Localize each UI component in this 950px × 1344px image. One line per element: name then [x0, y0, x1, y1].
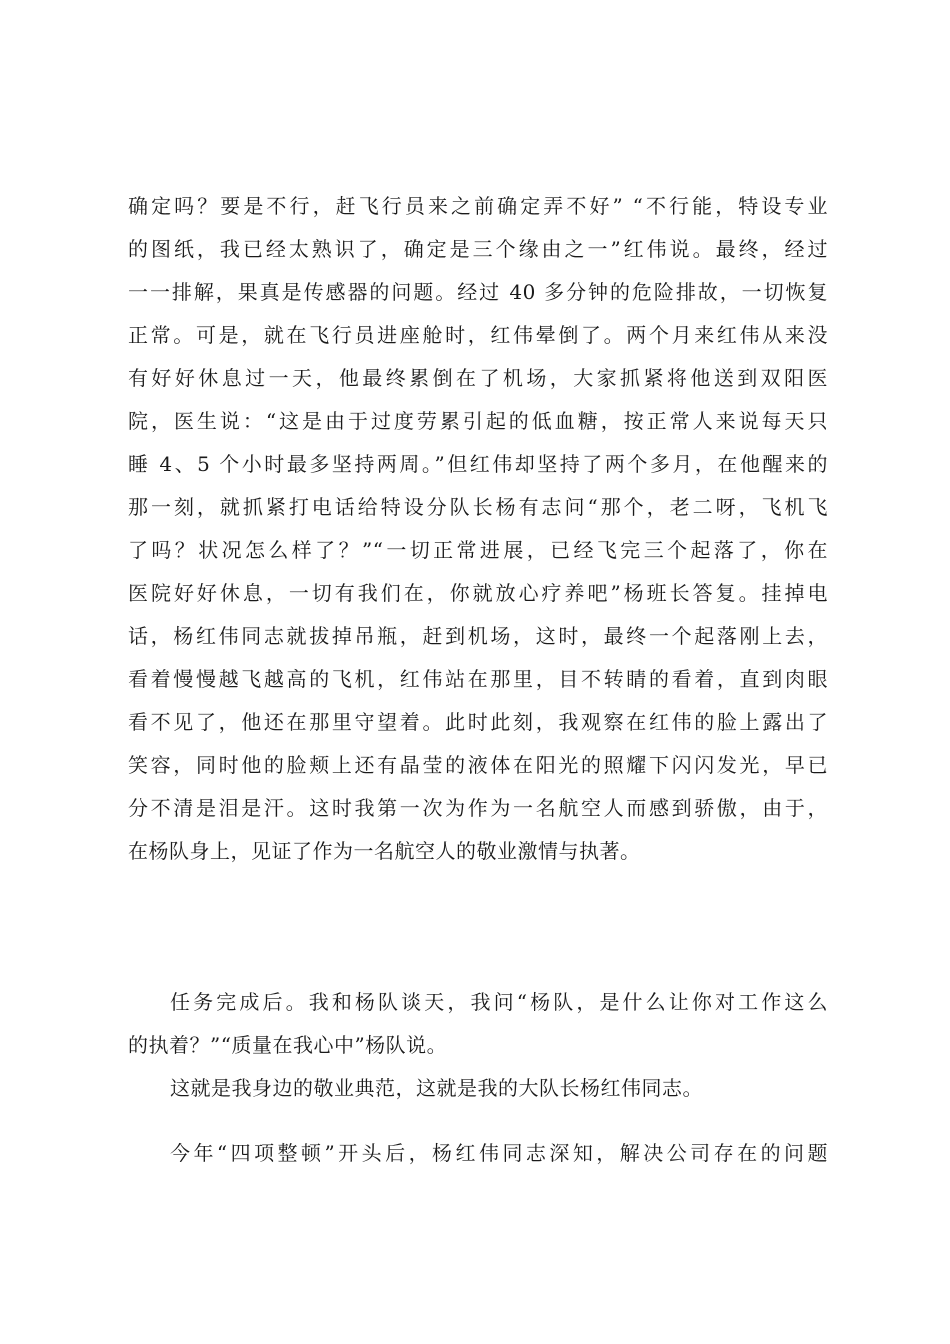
- text-line: 那一刻，就抓紧打电话给特设分队长杨有志问“那个，老二呀，飞机飞: [128, 495, 828, 519]
- text-line: 的图纸，我已经太熟识了，确定是三个缘由之一”红伟说。最终，经过: [128, 237, 828, 261]
- paragraph-1: [128, 185, 828, 873]
- text-line: 医院好好休息，一切有我们在，你就放心疗养吧”杨班长答复。挂掉电: [128, 581, 828, 605]
- paragraph-3: [128, 1067, 828, 1110]
- text-line: 今年“四项整顿”开头后，杨红伟同志深知，解决公司存在的问题: [170, 1141, 828, 1165]
- text-line: 有好好休息过一天，他最终累倒在了机场，大家抓紧将他送到双阳医: [128, 366, 828, 390]
- paragraph-4: [128, 1132, 828, 1175]
- text-line: 一一排解，果真是传感器的问题。经过 40 多分钟的危险排故，一切恢复: [128, 280, 828, 304]
- text-line: 正常。可是，就在飞行员进座舱时，红伟晕倒了。两个月来红伟从来没: [128, 323, 828, 347]
- text-line: 这就是我身边的敬业典范，这就是我的大队长杨红伟同志。: [170, 1076, 703, 1100]
- text-line: 看不见了，他还在那里守望着。此时此刻，我观察在红伟的脸上露出了: [128, 710, 828, 734]
- text-line: 睡 4、5 个小时最多坚持两周。”但红伟却坚持了两个多月，在他醒来的: [128, 452, 828, 476]
- text-line: 了吗？状况怎么样了？”“一切正常进展，已经飞完三个起落了，你在: [128, 538, 828, 562]
- text-line: 在杨队身上，见证了作为一名航空人的敬业激情与执著。: [128, 839, 641, 863]
- text-line: 笑容，同时他的脸颊上还有晶莹的液体在阳光的照耀下闪闪发光，早已: [128, 753, 828, 777]
- paragraph-2: [128, 981, 828, 1067]
- text-line: 确定吗？要是不行，赶飞行员来之前确定弄不好” “不行能，特设专业: [128, 194, 828, 218]
- text-line: 任务完成后。我和杨队谈天，我问“杨队，是什么让你对工作这么: [170, 990, 828, 1014]
- text-line: 话，杨红伟同志就拔掉吊瓶，赶到机场，这时，最终一个起落刚上去，: [128, 624, 828, 648]
- text-line: 分不清是泪是汗。这时我第一次为作为一名航空人而感到骄傲，由于，: [128, 796, 828, 820]
- text-line: 院，医生说：“这是由于过度劳累引起的低血糖，按正常人来说每天只: [128, 409, 828, 433]
- text-line: 看着慢慢越飞越高的飞机，红伟站在那里，目不转睛的看着，直到肉眼: [128, 667, 828, 691]
- text-line: 的执着？”“质量在我心中”杨队说。: [128, 1033, 448, 1057]
